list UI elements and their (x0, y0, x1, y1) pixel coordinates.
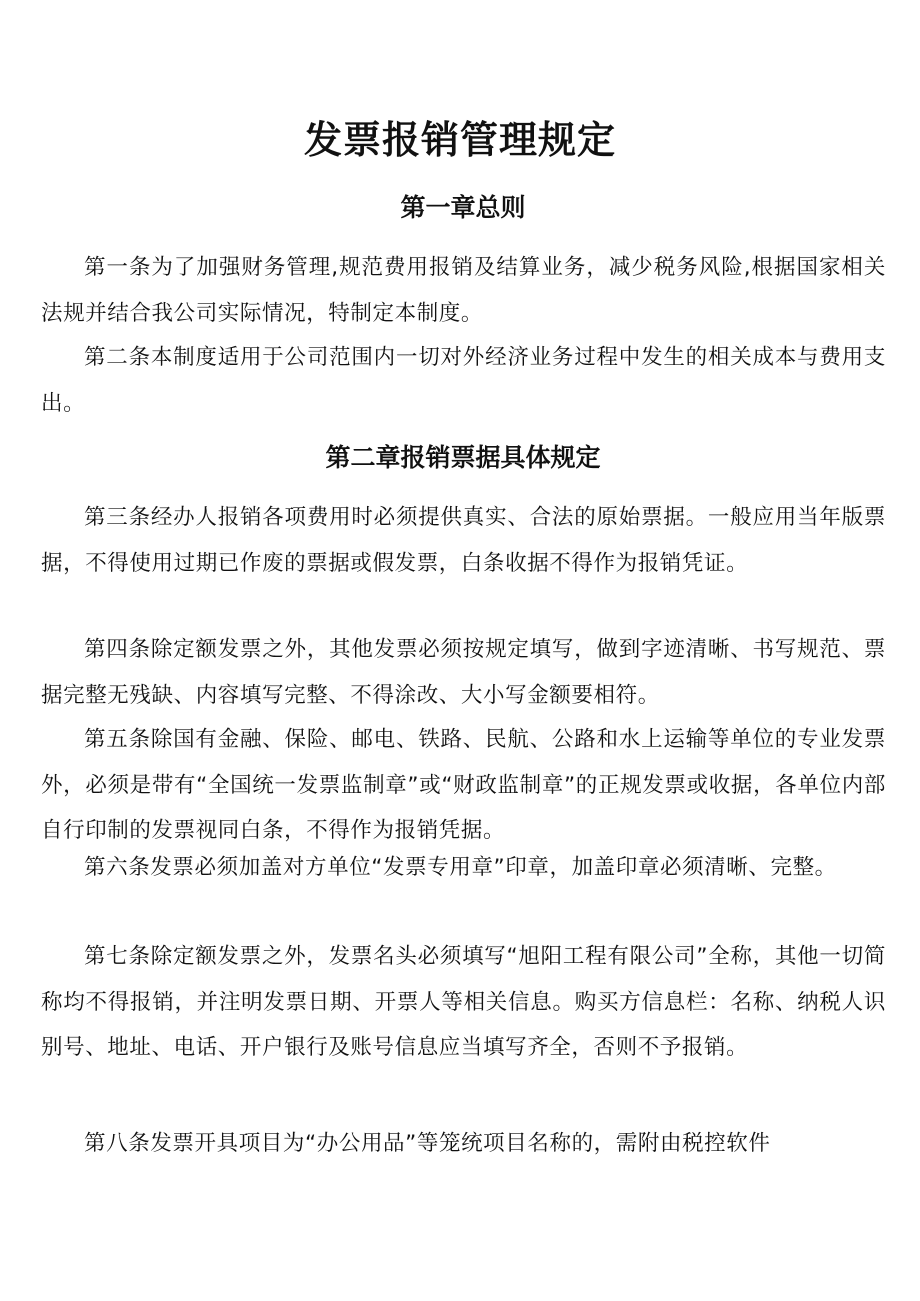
article-6: 第六条发票必须加盖对方单位“发票专用章”印章，加盖印章必须清晰、完整。 (84, 855, 837, 880)
article-8: 第八条发票开具项目为“办公用品”等笼统项目名称的，需附由税控软件 (84, 1131, 771, 1156)
article-7: 第七条除定额发票之外，发票名头必须填写“旭阳工程有限公司”全称，其他一切简称均不得报销，并注明发票日期、开票人等相关信息。购买方信息栏：名称、纳税人识别号、地址、电话、开户银行及账号信息应当填写齐全，否则不予报销。 (41, 944, 886, 1060)
article-3: 第三条经办人报销各项费用时必须提供真实、合法的原始票据。一般应用当年版票据，不得使用过期已作废的票据或假发票，白条收据不得作为报销凭证。 (41, 505, 886, 576)
article-4: 第四条除定额发票之外，其他发票必须按规定填写，做到字迹清晰、书写规范、票据完整无残缺、内容填写完整、不得涂改、大小写金额要相符。 (41, 637, 886, 708)
document-title: 发票报销管理规定 (303, 118, 616, 162)
chapter-heading-2: 第二章报销票据具体规定 (325, 443, 601, 472)
chapter-heading-1: 第一章总则 (400, 193, 526, 222)
article-5: 第五条除国有金融、保险、邮电、铁路、民航、公路和水上运输等单位的专业发票外，必须是带有“全国统一发票监制章”或“财政监制章”的正规发票或收据，各单位内部自行印制的发票视同白条，不得作为报销凭据。 (41, 727, 886, 843)
article-2: 第二条本制度适用于公司范围内一切对外经济业务过程中发生的相关成本与费用支出。 (41, 345, 886, 416)
article-1: 第一条为了加强财务管理,规范费用报销及结算业务，减少税务风险,根据国家相关法规并结合我公司实际情况，特制定本制度。 (41, 255, 886, 326)
